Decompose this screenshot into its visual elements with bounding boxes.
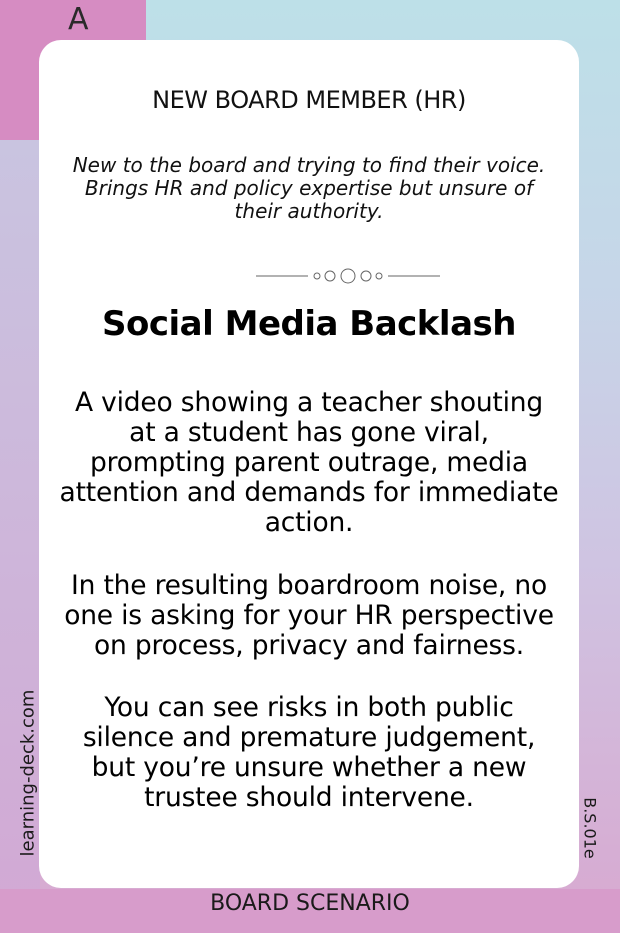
role-description: New to the board and trying to find their voice. Brings HR and policy expertise but unsure of their authority.: [72, 153, 546, 223]
corner-letter: A: [68, 2, 89, 37]
scenario-paragraph-2: In the resulting boardroom noise, no one is asking for your HR perspective on process, privacy and fairness.: [64, 570, 554, 661]
website-label: learning-deck.com: [17, 689, 39, 857]
scenario-paragraph-3: You can see risks in both public silence and premature judgement, but you’re unsure whether a new trustee should intervene.: [82, 692, 536, 813]
scenario-card: [39, 40, 579, 888]
card-category-label: BOARD SCENARIO: [210, 891, 410, 916]
scenario-paragraph-1: A video showing a teacher shouting at a student has gone viral, prompting parent outrage, media attention and demands for immediate action.: [59, 387, 559, 538]
card-code: B.S.01e: [580, 797, 600, 859]
ornamental-divider-icon: [256, 265, 440, 287]
role-heading: NEW BOARD MEMBER (HR): [152, 86, 466, 114]
scenario-title: Social Media Backlash: [102, 304, 516, 344]
